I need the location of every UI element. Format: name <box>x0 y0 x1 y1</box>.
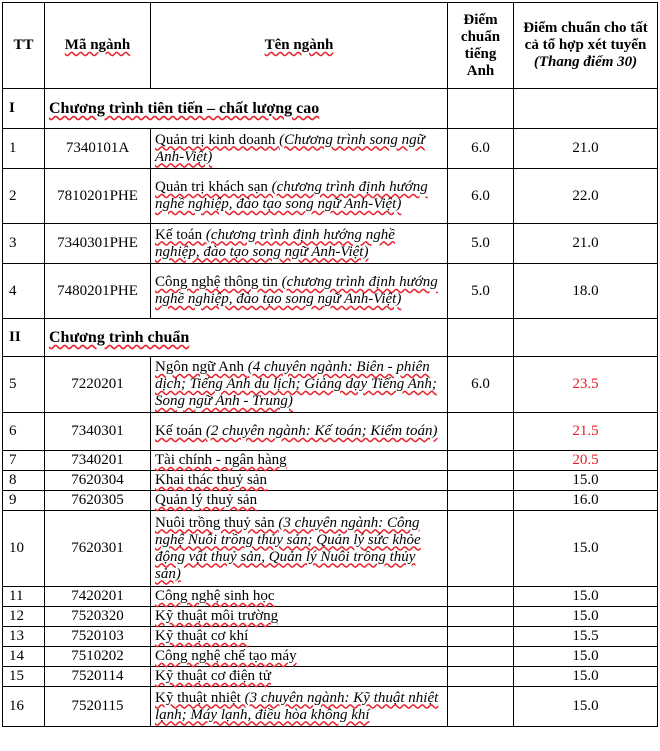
row-diem-chuan: 20.5 <box>514 451 658 471</box>
row-tt: 14 <box>3 647 45 667</box>
row-diem-tieng-anh <box>448 471 514 491</box>
row-ten-nganh <box>151 169 448 224</box>
section-empty-cell <box>448 89 514 129</box>
row-tt: 7 <box>3 451 45 471</box>
row-tt: 15 <box>3 667 45 687</box>
section-title: Chương trình tiên tiến – chất lượng cao <box>45 89 448 129</box>
row-name: Kế toán <box>155 423 206 439</box>
table-row <box>3 129 658 169</box>
section-row <box>3 319 658 357</box>
header-ma-nganh: Mã ngành <box>45 3 151 89</box>
row-ma-nganh: 7620301 <box>45 511 151 587</box>
row-name: Kỹ thuật cơ khí <box>155 628 249 644</box>
row-ten-nganh <box>151 491 448 511</box>
row-diem-chuan: 21.0 <box>514 224 658 264</box>
row-diem-tieng-anh <box>448 413 514 451</box>
row-ten-nganh <box>151 413 448 451</box>
row-note: (3 chuyên ngành: Công nghệ Nuôi trồng thủy sản; Quản lý sức khỏe động vật thuỷ sản, Quản lý Nuôi trồng thủy sản) <box>155 514 421 582</box>
row-tt: 6 <box>3 413 45 451</box>
header-diem-chuan: Điểm chuẩn cho tất cả tổ hợp xét tuyển (Thang điểm 30) <box>514 3 658 89</box>
row-ten-nganh <box>151 264 448 319</box>
row-ma-nganh: 7520114 <box>45 667 151 687</box>
section-roman: II <box>3 319 45 357</box>
row-ma-nganh: 7620305 <box>45 491 151 511</box>
row-diem-tieng-anh: 6.0 <box>448 357 514 413</box>
row-name: Ngôn ngữ Anh <box>155 359 248 375</box>
table-row <box>3 687 658 727</box>
row-tt: 5 <box>3 357 45 413</box>
row-tt: 11 <box>3 587 45 607</box>
row-ma-nganh: 7220201 <box>45 357 151 413</box>
row-ten-nganh <box>151 357 448 413</box>
row-note: (3 chuyên ngành: Kỹ thuật nhiệt lạnh; Máy lạnh, điều hòa không khí <box>155 689 439 723</box>
row-ten-nganh <box>151 607 448 627</box>
section-empty-cell <box>514 319 658 357</box>
row-name: Kế toán <box>155 226 206 243</box>
row-diem-chuan: 21.5 <box>514 413 658 451</box>
row-name: Tài chính - ngân hàng <box>155 452 287 468</box>
row-name: Quản lý thuỷ sản <box>155 492 258 508</box>
row-diem-chuan: 15.0 <box>514 687 658 727</box>
row-diem-chuan: 15.0 <box>514 607 658 627</box>
table-row <box>3 627 658 647</box>
row-name: Kỹ thuật cơ điện tử <box>155 668 272 684</box>
row-diem-chuan: 15.0 <box>514 667 658 687</box>
table-row <box>3 667 658 687</box>
table-row <box>3 587 658 607</box>
section-empty-cell <box>448 319 514 357</box>
table-row <box>3 169 658 224</box>
row-tt: 2 <box>3 169 45 224</box>
row-tt: 13 <box>3 627 45 647</box>
row-diem-chuan: 15.0 <box>514 647 658 667</box>
row-tt: 9 <box>3 491 45 511</box>
table-row <box>3 491 658 511</box>
row-ten-nganh <box>151 451 448 471</box>
table-row <box>3 647 658 667</box>
row-ma-nganh: 7420201 <box>45 587 151 607</box>
row-note: (2 chuyên ngành: Kế toán; Kiểm toán) <box>205 423 438 439</box>
table-row <box>3 511 658 587</box>
row-note: (4 chuyên ngành: Biên - phiên dịch; Tiếng Anh du lịch; Giảng dạy Tiếng Anh; Song ngữ Anh - Trung) <box>155 359 437 409</box>
row-ten-nganh <box>151 667 448 687</box>
table-row <box>3 357 658 413</box>
row-diem-chuan: 22.0 <box>514 169 658 224</box>
row-tt: 10 <box>3 511 45 587</box>
row-diem-tieng-anh: 5.0 <box>448 224 514 264</box>
table-row <box>3 264 658 319</box>
row-ten-nganh <box>151 647 448 667</box>
row-ma-nganh: 7340301PHE <box>45 224 151 264</box>
row-tt: 12 <box>3 607 45 627</box>
table-row <box>3 471 658 491</box>
row-name: Công nghệ sinh học <box>155 588 275 604</box>
row-diem-tieng-anh <box>448 627 514 647</box>
row-diem-tieng-anh: 6.0 <box>448 169 514 224</box>
row-name: Quản trị kinh doanh <box>155 131 280 148</box>
row-diem-tieng-anh <box>448 511 514 587</box>
row-note: (chương trình định hướng nghề nghiệp, đào tạo song ngữ Anh-Việt) <box>155 179 428 212</box>
row-diem-chuan: 16.0 <box>514 491 658 511</box>
header-ten-nganh: Tên ngành <box>151 3 448 89</box>
row-ten-nganh <box>151 471 448 491</box>
row-ten-nganh <box>151 587 448 607</box>
row-tt: 16 <box>3 687 45 727</box>
header-thang-diem: (Thang điểm 30) <box>533 54 638 70</box>
section-title: Chương trình chuẩn <box>45 319 448 357</box>
header-diem-tieng-anh: Điểm chuẩn tiếng Anh <box>448 3 514 89</box>
row-diem-chuan: 23.5 <box>514 357 658 413</box>
section-empty-cell <box>514 89 658 129</box>
section-roman: I <box>3 89 45 129</box>
row-diem-tieng-anh <box>448 647 514 667</box>
row-tt: 8 <box>3 471 45 491</box>
row-ma-nganh: 7520103 <box>45 627 151 647</box>
header-tt: TT <box>3 3 45 89</box>
row-diem-chuan: 15.0 <box>514 471 658 491</box>
row-diem-chuan: 18.0 <box>514 264 658 319</box>
row-diem-tieng-anh <box>448 587 514 607</box>
row-name: Nuôi trồng thuỷ sản <box>155 514 279 531</box>
row-diem-chuan: 15.0 <box>514 587 658 607</box>
row-tt: 3 <box>3 224 45 264</box>
row-note: (chương trình định hướng nghề nghiệp, đào tạo song ngữ Anh-Việt) <box>155 274 438 307</box>
row-ma-nganh: 7520115 <box>45 687 151 727</box>
row-name: Khai thác thuỷ sản <box>155 472 268 488</box>
row-ten-nganh <box>151 687 448 727</box>
row-name: Công nghệ chế tạo máy <box>155 648 297 664</box>
row-diem-chuan: 15.5 <box>514 627 658 647</box>
row-diem-tieng-anh <box>448 607 514 627</box>
row-diem-tieng-anh: 5.0 <box>448 264 514 319</box>
table-row <box>3 451 658 471</box>
row-diem-tieng-anh <box>448 667 514 687</box>
row-name: Kỹ thuật nhiệt <box>155 689 245 706</box>
row-ten-nganh <box>151 224 448 264</box>
row-ma-nganh: 7340201 <box>45 451 151 471</box>
row-tt: 4 <box>3 264 45 319</box>
row-ma-nganh: 7480201PHE <box>45 264 151 319</box>
table-row <box>3 413 658 451</box>
row-diem-chuan: 15.0 <box>514 511 658 587</box>
row-name: Công nghệ thông tin <box>155 274 282 290</box>
row-diem-chuan: 21.0 <box>514 129 658 169</box>
row-ten-nganh <box>151 627 448 647</box>
section-row <box>3 89 658 129</box>
row-tt: 1 <box>3 129 45 169</box>
row-name: Kỹ thuật môi trường <box>155 608 279 624</box>
row-ma-nganh: 7340301 <box>45 413 151 451</box>
row-diem-tieng-anh: 6.0 <box>448 129 514 169</box>
row-name: Quản trị khách sạn <box>155 179 272 195</box>
row-ma-nganh: 7340101A <box>45 129 151 169</box>
row-ma-nganh: 7810201PHE <box>45 169 151 224</box>
row-note: (Chương trình song ngữ Anh-Việt) <box>155 131 425 165</box>
row-note: (chương trình định hướng nghề nghiệp, đào tạo song ngữ Anh-Việt) <box>155 226 395 260</box>
row-ten-nganh <box>151 129 448 169</box>
row-diem-tieng-anh <box>448 687 514 727</box>
row-ma-nganh: 7620304 <box>45 471 151 491</box>
row-diem-tieng-anh <box>448 451 514 471</box>
admission-score-table <box>2 2 658 727</box>
table-row <box>3 224 658 264</box>
row-diem-tieng-anh <box>448 491 514 511</box>
row-ma-nganh: 7510202 <box>45 647 151 667</box>
row-ma-nganh: 7520320 <box>45 607 151 627</box>
header-row <box>3 3 658 89</box>
table-row <box>3 607 658 627</box>
row-ten-nganh <box>151 511 448 587</box>
